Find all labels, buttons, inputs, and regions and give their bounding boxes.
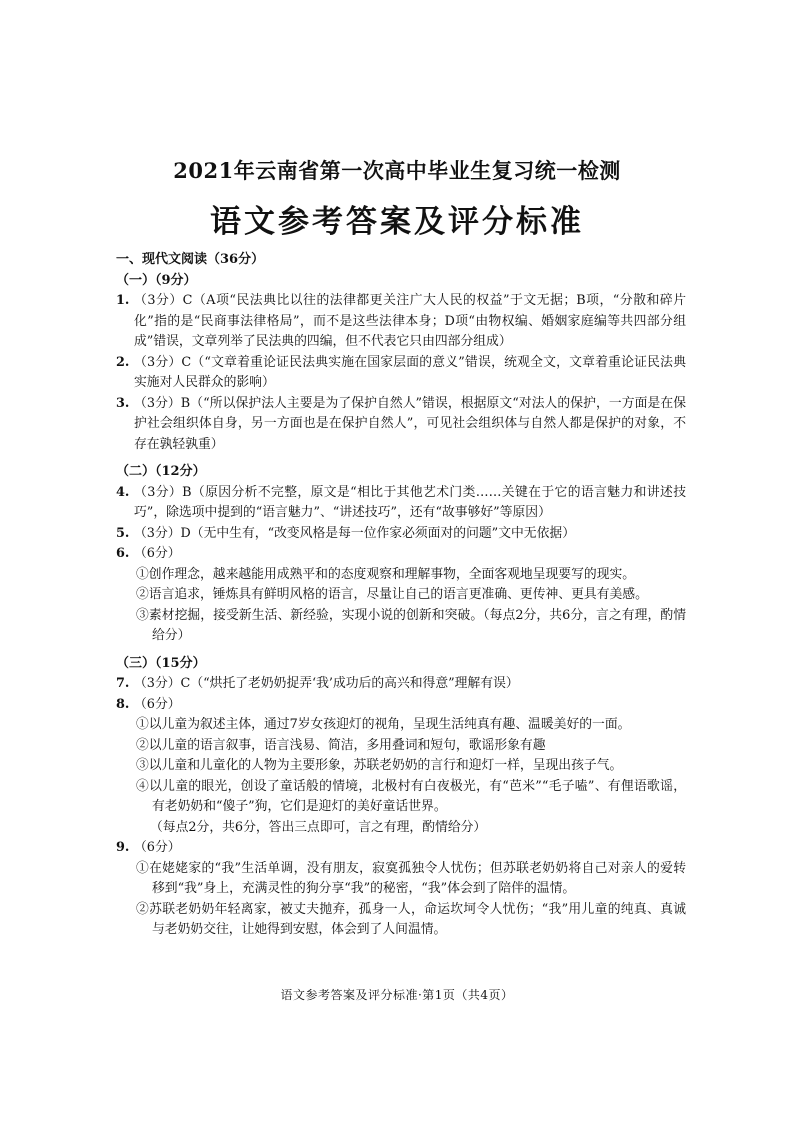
document-title: 语文参考答案及评分标准: [210, 204, 584, 240]
answer-point: ①在姥姥家的“我”生活单调，没有朋友，寂寞孤独令人忧伤；但苏联老奶奶将自己对亲人的爱转移到“我”身上，充满灵性的狗分享“我”的秘密，“我”体会到了陪伴的温情。: [136, 860, 686, 896]
question-answer: （3分）B（原因分析不完整，原文是“相比于其他艺术门类……关键在于它的语言魅力和讲述技巧”，除选项中提到的“语言魅力”、“讲述技巧”，还有“故事够好”等原因）: [134, 484, 686, 520]
part-heading-1: （一）（9分）: [116, 272, 197, 288]
question-score: （6分）: [134, 696, 181, 712]
question-1: [116, 291, 686, 353]
question-3: [116, 394, 686, 456]
answer-point: ④以儿童的眼光，创设了童话般的情境，北极村有白夜极光，有“芭米”“毛子嗑”、有俚语歌谣，有老奶奶和“傻子”狗，它们是迎灯的美好童话世界。: [136, 778, 686, 814]
answer-point: ②苏联老奶奶年轻离家，被丈夫抛弃，孤身一人，命运坎坷令人忧伤；“我”用儿童的纯真、真诚与老奶奶交往，让她得到安慰，体会到了人间温情。: [136, 901, 686, 937]
question-answer: （3分）C（“文章着重论证民法典实施在国家层面的意义”错误，统观全文，文章着重论证民法典实施对人民群众的影响）: [134, 354, 686, 390]
exam-title: 2021年云南省第一次高中毕业生复习统一检测: [173, 158, 621, 183]
question-answer: （3分）C（A项“民法典比以往的法律都更关注广大人民的权益”于文无据；B项，“分散和碎片化”指的是“民商事法律格局”，而不是这些法律本身；D项“由物权编、婚姻家庭编等共四部分组成”错误，文章列举了民法典的四编，但不代表它只由四部分组成）: [134, 293, 686, 349]
question-number: 4.: [116, 484, 130, 500]
answer-point: ①创作理念，越来越能用成熟平和的态度观察和理解事物，全面客观地呈现要写的现实。: [136, 566, 636, 582]
part-heading-3: （三）（15分）: [116, 655, 206, 671]
question-answer: （3分）C（“烘托了老奶奶捉弄‘我’成功后的高兴和得意”理解有误）: [134, 676, 519, 691]
scoring-note: （每点2分，共6分，答出三点即可，言之有理，酌情给分）: [150, 819, 487, 835]
question-5: [116, 524, 686, 545]
answer-point: ②语言追求，锤炼具有鲜明风格的语言，尽量让自己的语言更准确、更传神、更具有美感。: [136, 587, 648, 602]
question-answer: （3分）D（无中生有，“改变风格是每一位作家必须面对的问题”文中无依据）: [134, 525, 575, 541]
question-number: 9.: [116, 840, 130, 855]
question-score: （6分）: [134, 546, 181, 561]
question-number: 2.: [116, 354, 130, 370]
page-footer: 语文参考答案及评分标准·第1页（共4页）: [280, 988, 514, 1002]
question-number: 8.: [116, 696, 130, 712]
question-number: 6.: [116, 546, 130, 561]
question-2: [116, 353, 686, 394]
question-7: [116, 674, 686, 695]
question-4: [116, 483, 686, 524]
section-heading: 一、现代文阅读（36分）: [116, 252, 265, 267]
question-6: [116, 544, 686, 565]
question-8: [116, 695, 686, 716]
question-answer: （3分）B（“所以保护法人主要是为了保护自然人”错误，根据原文“对法人的保护，一方面是在保护社会组织体自身，另一方面也是在保护自然人”，可见社会组织体与自然人都是保护的对象，不存在孰轻孰重）: [134, 395, 686, 452]
question-number: 5.: [116, 525, 130, 541]
answer-point: ③素材挖掘，接受新生活、新经验，实现小说的创新和突破。（每点2分，共6分，言之有理，酌情给分）: [136, 607, 686, 643]
question-number: 7.: [116, 676, 130, 691]
question-score: （6分）: [134, 840, 181, 855]
answer-point: ③以儿童和儿童化的人物为主要形象，苏联老奶奶的言行和迎灯一样，呈现出孩子气。: [136, 758, 623, 773]
question-number: 1.: [116, 293, 130, 308]
answer-point: ①以儿童为叙述主体，通过7岁女孩迎灯的视角，呈现生活纯真有趣、温暖美好的一面。: [136, 717, 631, 732]
part-heading-2: （二）（12分）: [116, 464, 206, 479]
answer-point: ②以儿童的语言叙事，语言浅易、简洁，多用叠词和短句，歌谣形象有趣: [136, 737, 546, 753]
question-9: [116, 838, 686, 859]
answer-content: [116, 250, 686, 941]
question-number: 3.: [116, 395, 130, 411]
